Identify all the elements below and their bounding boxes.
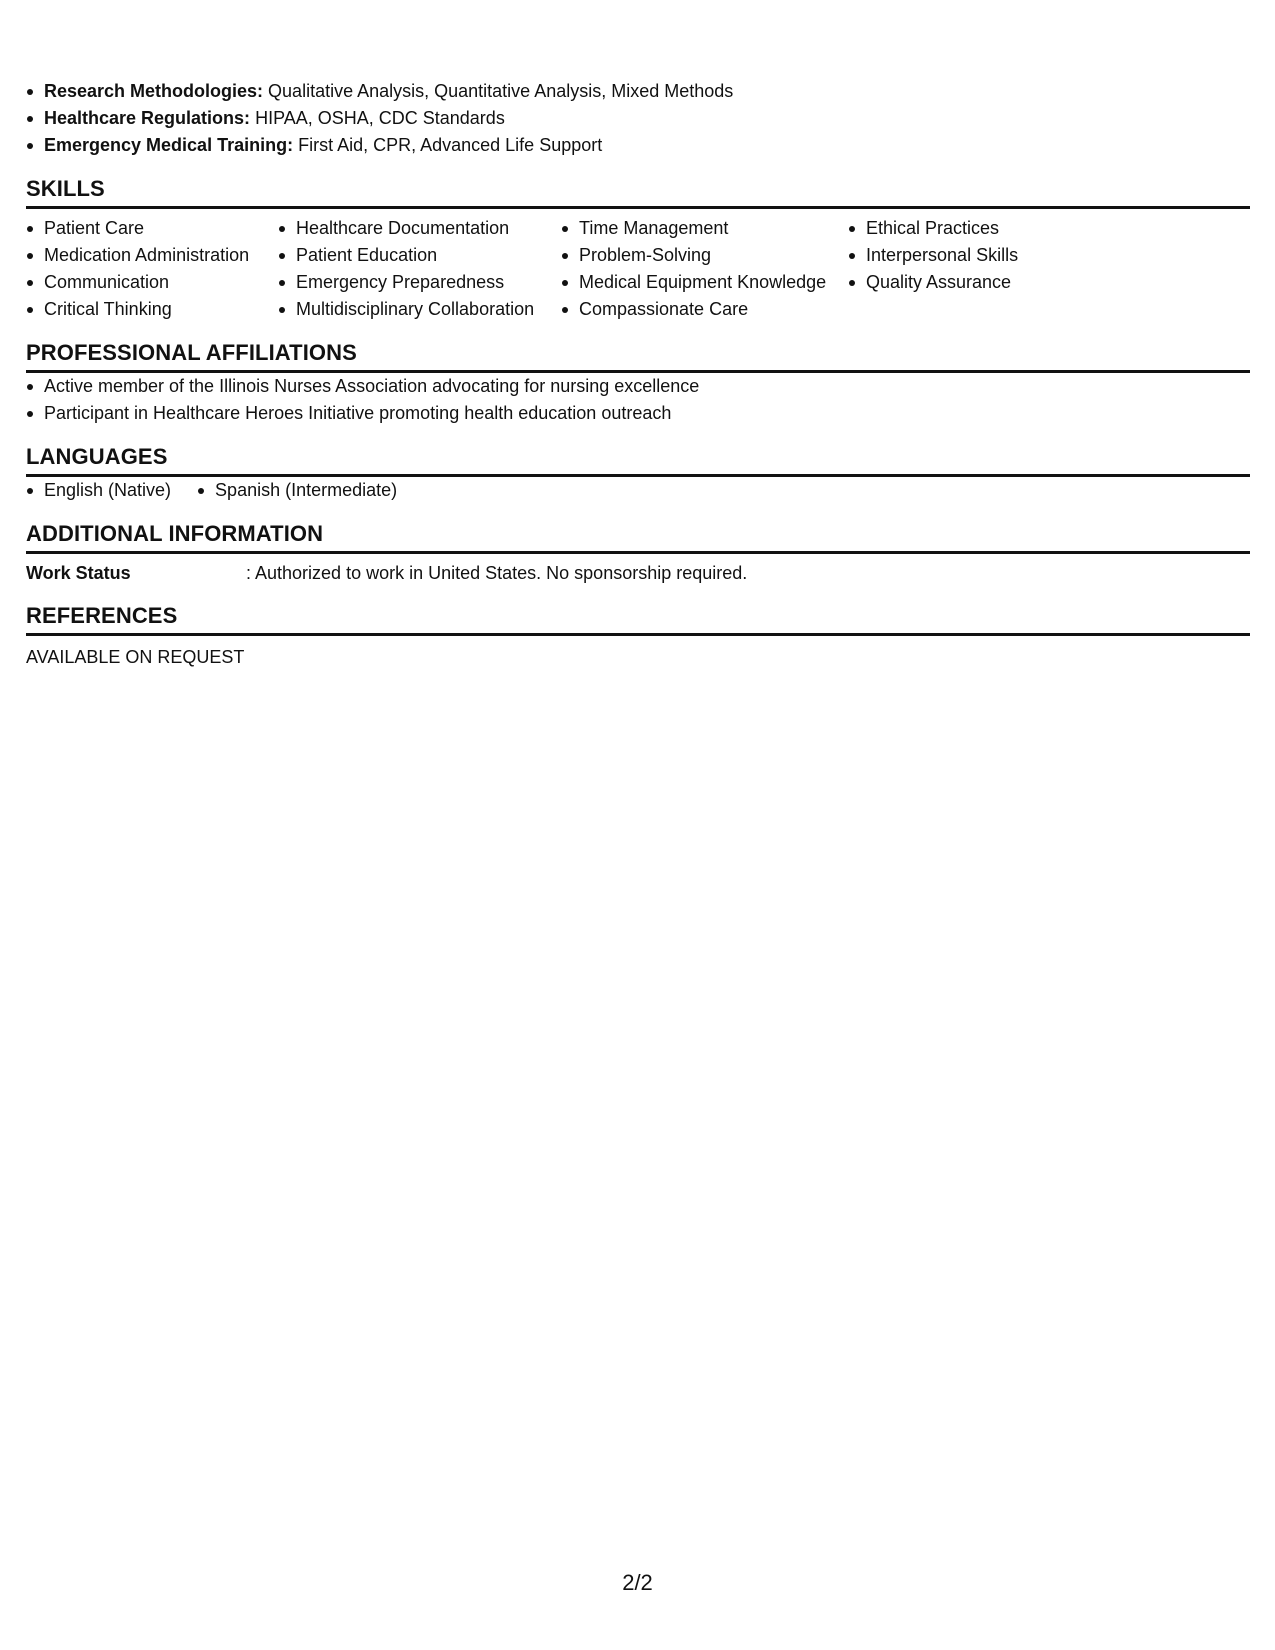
skills-column — [278, 215, 561, 323]
list-item — [26, 78, 1250, 105]
item-value: Qualitative Analysis, Quantitative Analysis, Mixed Methods — [263, 81, 734, 101]
list-item: Patient Education — [278, 242, 561, 269]
skills-column — [26, 215, 278, 323]
skills-column — [848, 215, 1148, 323]
languages-section — [26, 444, 1250, 504]
list-item: Patient Care — [26, 215, 278, 242]
list-item: Problem-Solving — [561, 242, 848, 269]
list-item: Participant in Healthcare Heroes Initiative promoting health education outreach — [26, 400, 1250, 427]
list-item — [26, 105, 1250, 132]
affiliations-list — [26, 373, 1250, 427]
list-item: Communication — [26, 269, 278, 296]
list-item: Active member of the Illinois Nurses Association advocating for nursing excellence — [26, 373, 1250, 400]
certifications-list — [26, 78, 1250, 159]
languages-list — [26, 477, 1250, 504]
list-item: Healthcare Documentation — [278, 215, 561, 242]
list-item: Medication Administration — [26, 242, 278, 269]
list-item: Compassionate Care — [561, 296, 848, 323]
list-item: Time Management — [561, 215, 848, 242]
list-item: Interpersonal Skills — [848, 242, 1148, 269]
page-number: 2/2 — [622, 1570, 653, 1595]
item-value: First Aid, CPR, Advanced Life Support — [293, 135, 603, 155]
references-section — [26, 603, 1250, 670]
list-item: Emergency Preparedness — [278, 269, 561, 296]
work-status-row — [26, 554, 1250, 586]
resume-page — [26, 78, 1250, 670]
additional-info-section — [26, 521, 1250, 586]
list-item: Quality Assurance — [848, 269, 1148, 296]
skills-grid — [26, 209, 1250, 323]
work-status-value: : Authorized to work in United States. No sponsorship required. — [246, 563, 748, 583]
list-item: Critical Thinking — [26, 296, 278, 323]
skills-section — [26, 176, 1250, 323]
section-title: PROFESSIONAL AFFILIATIONS — [26, 340, 1250, 373]
list-item: English (Native) — [26, 477, 171, 504]
section-title: LANGUAGES — [26, 444, 1250, 477]
list-item: Medical Equipment Knowledge — [561, 269, 848, 296]
skills-column — [561, 215, 848, 323]
list-item: Ethical Practices — [848, 215, 1148, 242]
list-item: Spanish (Intermediate) — [197, 477, 397, 504]
item-label: Healthcare Regulations: — [44, 108, 251, 128]
section-title: ADDITIONAL INFORMATION — [26, 521, 1250, 554]
affiliations-section — [26, 340, 1250, 427]
list-item — [26, 132, 1250, 159]
work-status-label: Work Status — [26, 563, 131, 583]
item-value: HIPAA, OSHA, CDC Standards — [250, 108, 505, 128]
references-text: AVAILABLE ON REQUEST — [26, 647, 245, 667]
section-title: REFERENCES — [26, 603, 1250, 636]
list-item: Multidisciplinary Collaboration — [278, 296, 561, 323]
item-label: Emergency Medical Training: — [44, 135, 294, 155]
item-label: Research Methodologies: — [44, 81, 264, 101]
section-title: SKILLS — [26, 176, 1250, 209]
